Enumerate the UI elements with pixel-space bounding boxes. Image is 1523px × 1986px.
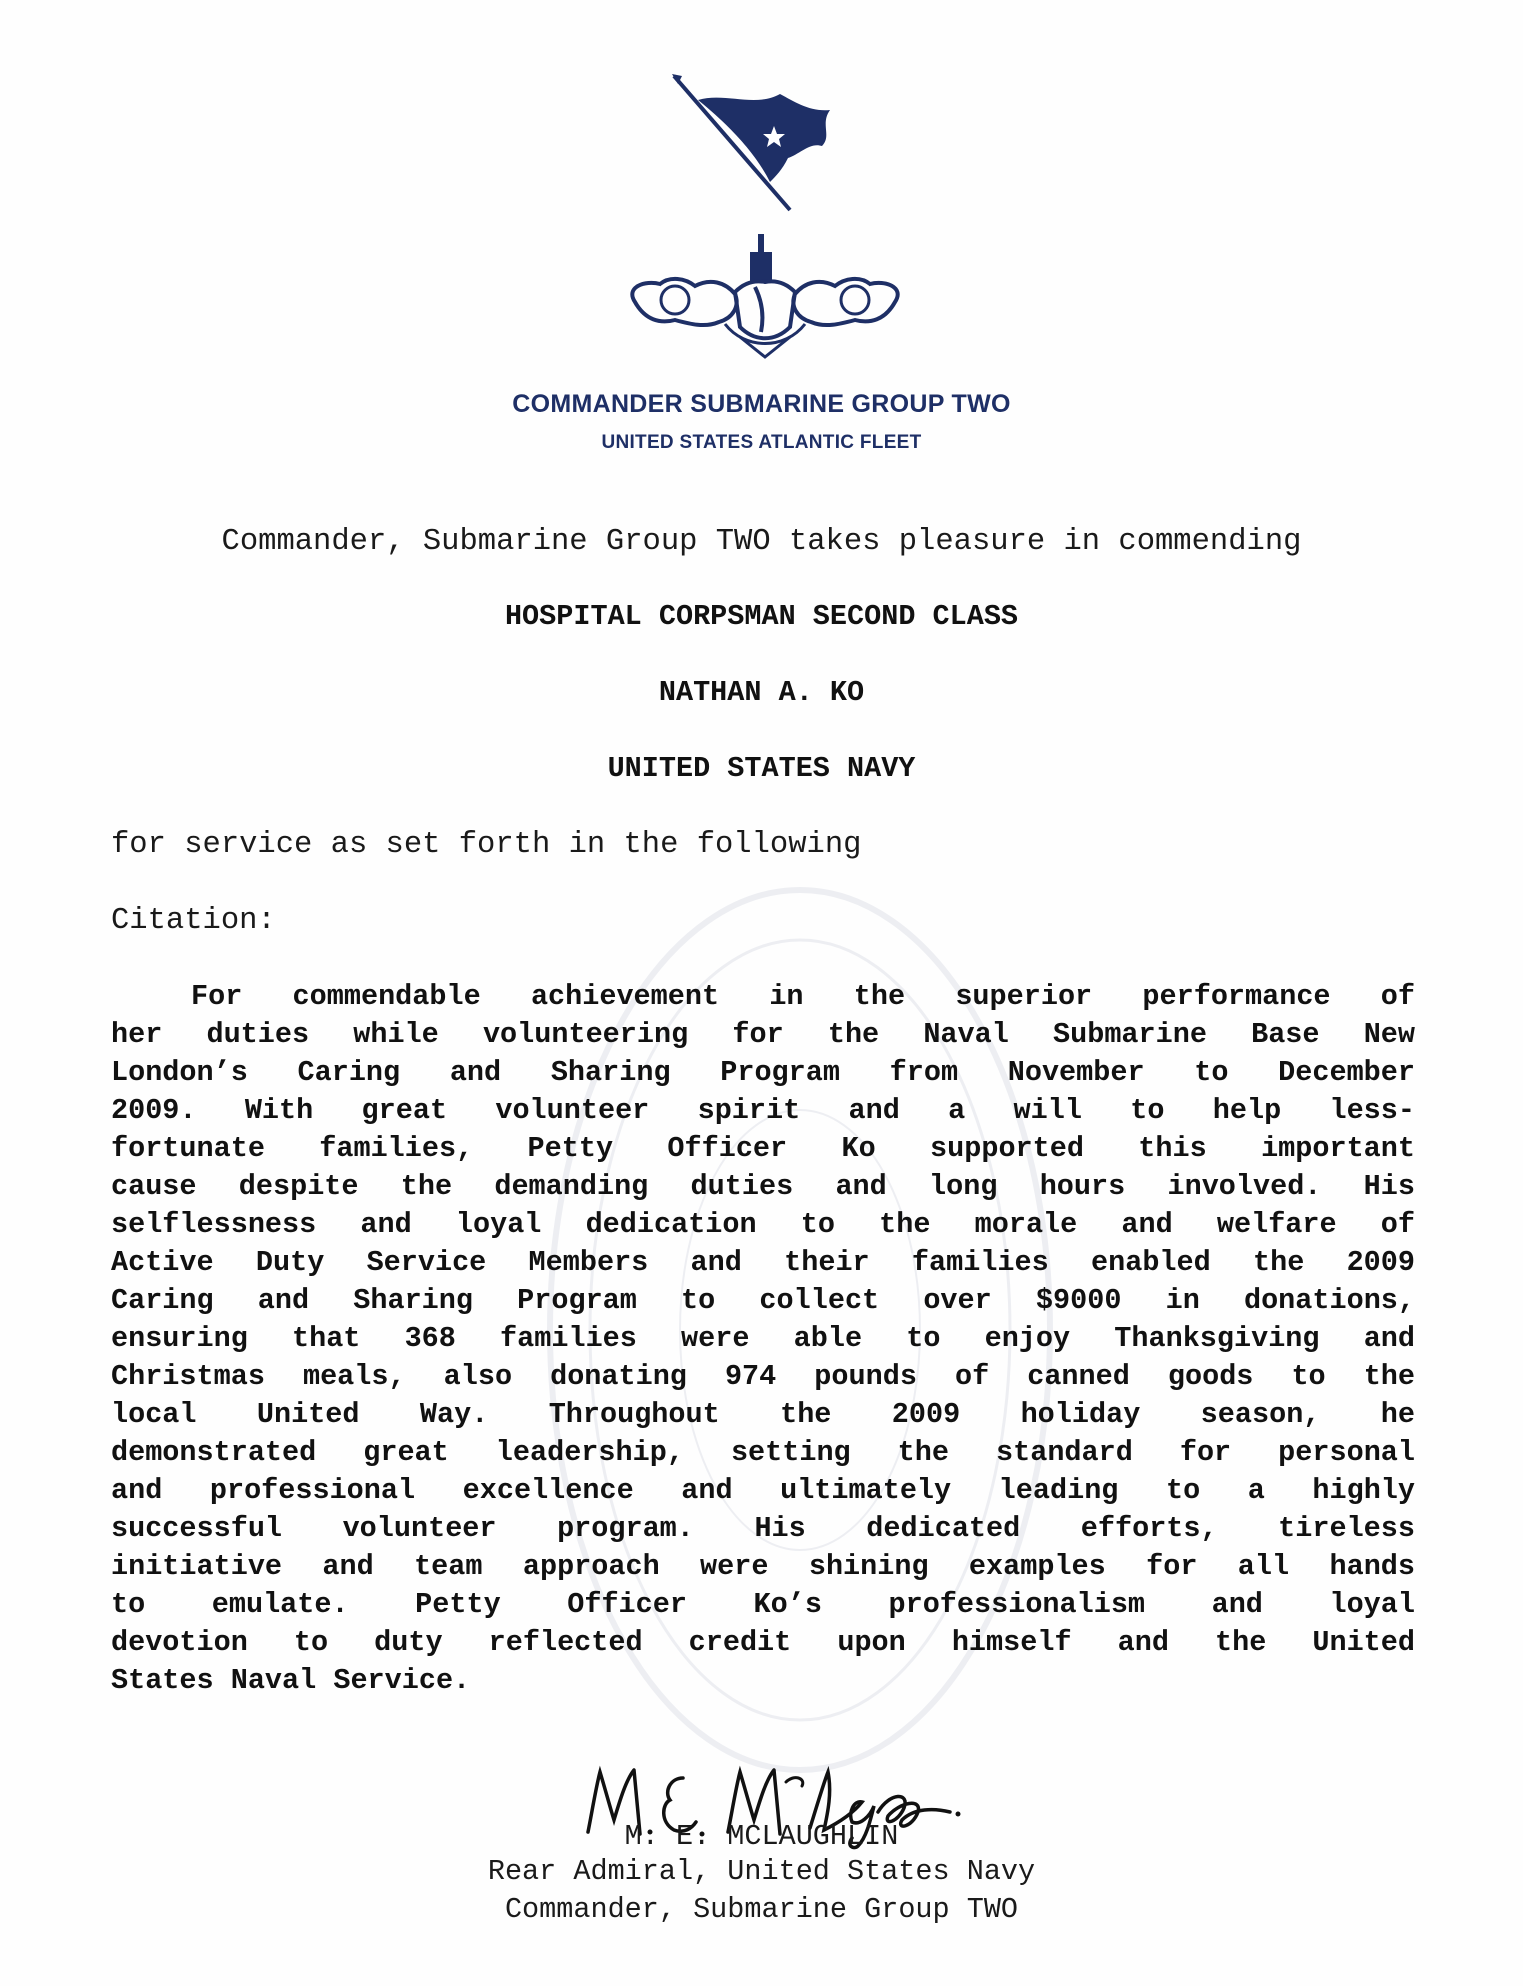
- citation-line: to emulate. Petty Officer Ko’s professionalism and loyal: [111, 1588, 1415, 1621]
- citation-line: For commendable achievement in the superior performance of: [191, 980, 1415, 1013]
- citation-line: fortunate families, Petty Officer Ko supported this important: [111, 1132, 1415, 1165]
- recipient-name: NATHAN A. KO: [658, 676, 865, 709]
- signatory-name: M. E. MCLAUGHLIN: [624, 1820, 899, 1853]
- citation-label: Citation:: [111, 904, 276, 938]
- citation-line: 2009. With great volunteer spirit and a will to help less-: [111, 1094, 1415, 1127]
- signatory-title: Rear Admiral, United States Navy: [487, 1855, 1036, 1888]
- citation-line: initiative and team approach were shining examples for all hands: [111, 1550, 1415, 1583]
- recipient-service: UNITED STATES NAVY: [607, 752, 916, 785]
- citation-line: Caring and Sharing Program to collect over $9000 in donations,: [111, 1284, 1415, 1317]
- citation-line: ensuring that 368 families were able to enjoy Thanksgiving and: [111, 1322, 1415, 1355]
- citation-line: her duties while volunteering for the Naval Submarine Base New: [111, 1018, 1415, 1051]
- citation-line: and professional excellence and ultimately leading to a highly: [111, 1474, 1415, 1507]
- rear-admiral-flag-icon: [670, 72, 846, 212]
- citation-line: Active Duty Service Members and their families enabled the 2009: [111, 1246, 1415, 1279]
- citation-line: local United Way. Throughout the 2009 holiday season, he: [111, 1398, 1415, 1431]
- submarine-dolphins-insignia-icon: [615, 232, 915, 362]
- citation-line: cause despite the demanding duties and long hours involved. His: [111, 1170, 1415, 1203]
- recipient-rank: HOSPITAL CORPSMAN SECOND CLASS: [504, 600, 1019, 633]
- citation-line: London’s Caring and Sharing Program from November to December: [111, 1056, 1415, 1089]
- citation-line: devotion to duty reflected credit upon himself and the United: [111, 1626, 1415, 1659]
- command-title: COMMANDER SUBMARINE GROUP TWO: [512, 390, 1011, 418]
- for-service-line: for service as set forth in the following: [111, 828, 862, 862]
- citation-line: selflessness and loyal dedication to the morale and welfare of: [111, 1208, 1415, 1241]
- citation-line: States Naval Service.: [111, 1664, 471, 1697]
- citation-body: [111, 978, 1415, 1700]
- fleet-subtitle: UNITED STATES ATLANTIC FLEET: [601, 432, 922, 453]
- citation-line: demonstrated great leadership, setting the standard for personal: [111, 1436, 1415, 1469]
- intro-line: Commander, Submarine Group TWO takes pleasure in commending: [221, 525, 1302, 559]
- citation-line: successful volunteer program. His dedicated efforts, tireless: [111, 1512, 1415, 1545]
- signatory-command: Commander, Submarine Group TWO: [504, 1893, 1019, 1926]
- citation-line: Christmas meals, also donating 974 pounds of canned goods to the: [111, 1360, 1415, 1393]
